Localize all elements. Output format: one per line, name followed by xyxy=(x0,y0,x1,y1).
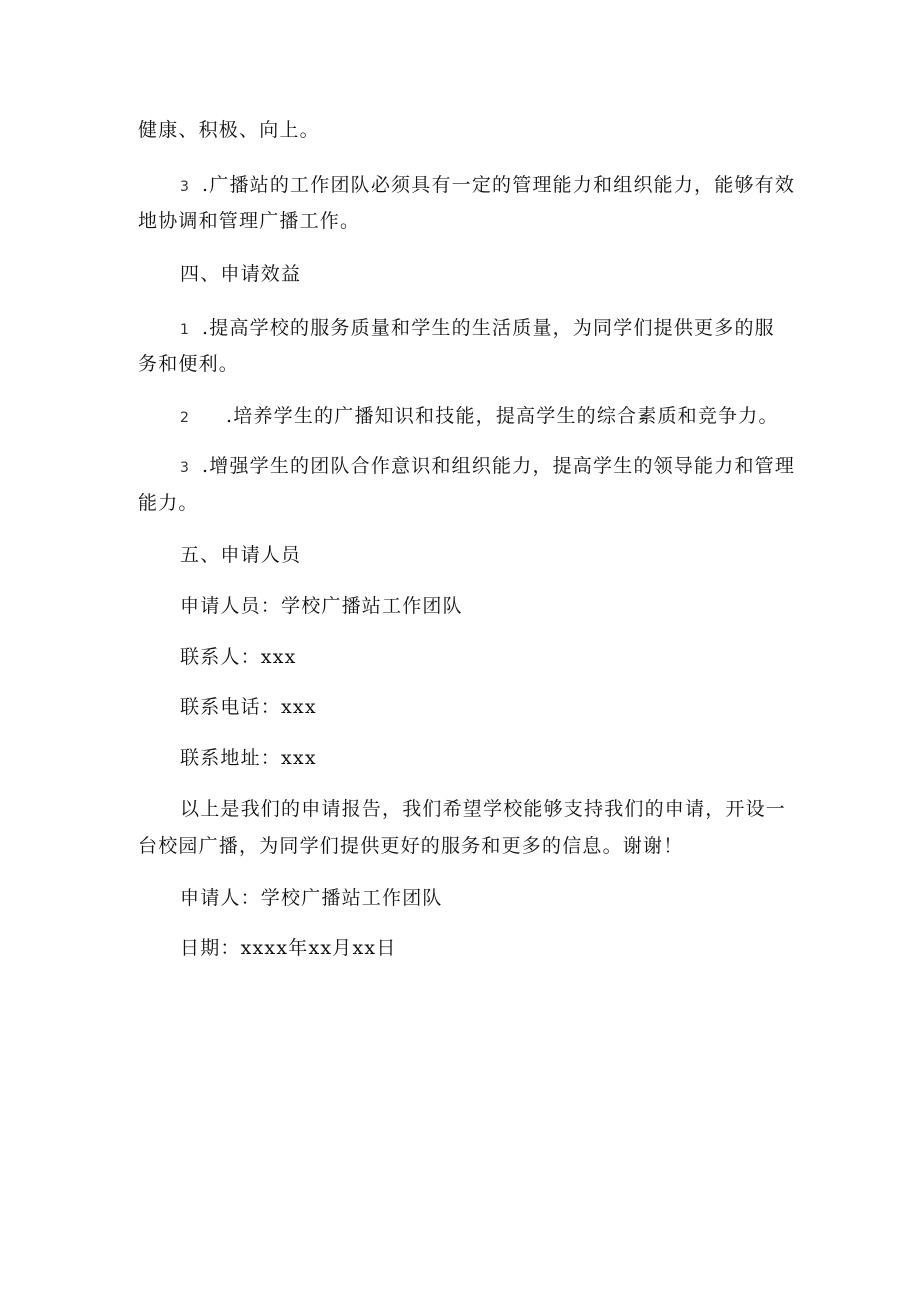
requirement-3-line-2: 地协调和管理广播工作。 xyxy=(138,210,361,232)
list-number: 2 xyxy=(180,410,189,426)
benefit-3-line-2: 能力。 xyxy=(138,492,199,514)
date-line: 日期：xxxx年xx月xx日 xyxy=(180,937,397,959)
benefit-3-text: .增强学生的团队合作意识和组织能力，提高学生的领导能力和管理 xyxy=(202,455,796,477)
closing-line-1: 以上是我们的申请报告，我们希望学校能够支持我们的申请，开设一 xyxy=(180,798,787,820)
requirement-3-line-1 xyxy=(180,174,795,198)
section-heading-applicants: 五、申请人员 xyxy=(180,544,302,566)
section-heading-benefits: 四、申请效益 xyxy=(180,263,302,285)
contact-person-line: 联系人：xxx xyxy=(180,646,297,668)
benefit-2-text: .培养学生的广播知识和技能，提高学生的综合素质和竞争力。 xyxy=(226,405,779,427)
applicants-line: 申请人员：学校广播站工作团队 xyxy=(180,595,463,617)
benefit-1-line-1 xyxy=(180,317,775,341)
benefit-3-line-1 xyxy=(180,455,795,479)
applicant-signature-line: 申请人：学校广播站工作团队 xyxy=(180,887,443,909)
list-number: 3 xyxy=(180,179,189,195)
benefit-2-line-1 xyxy=(180,405,779,429)
closing-line-2: 台校园广播，为同学们提供更好的服务和更多的信息。谢谢！ xyxy=(138,835,684,857)
benefit-1-line-2: 务和便利。 xyxy=(138,353,240,375)
benefit-1-text: .提高学校的服务质量和学生的生活质量，为同学们提供更多的服 xyxy=(202,317,775,339)
contact-address-line: 联系地址：xxx xyxy=(180,747,317,769)
list-number: 1 xyxy=(180,322,189,338)
requirement-3-text: .广播站的工作团队必须具有一定的管理能力和组织能力，能够有效 xyxy=(202,174,796,196)
paragraph-continuation: 健康、积极、向上。 xyxy=(138,119,320,141)
list-number: 3 xyxy=(180,460,189,476)
contact-phone-line: 联系电话：xxx xyxy=(180,696,317,718)
